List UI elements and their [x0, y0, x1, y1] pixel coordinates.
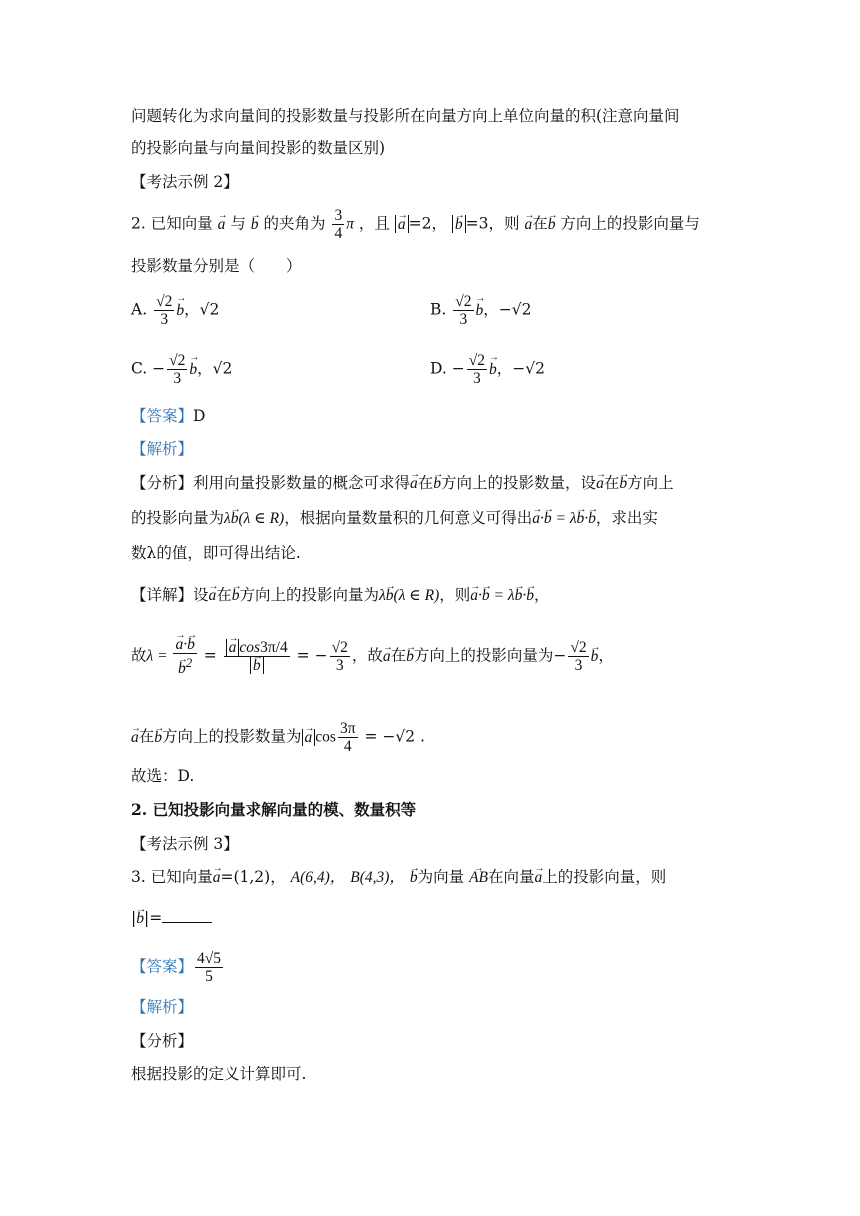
q2-cond-b: =3，则 — [465, 214, 520, 233]
angle-fraction: $\frac{3}{4}$ — [334, 207, 343, 242]
answer-blank[interactable] — [162, 908, 212, 923]
conclusion-2: 故选：D. — [131, 767, 195, 785]
choice-c[interactable]: C. − $\frac{√2}{3}$ → b，√2 — [131, 352, 232, 387]
question-2-line-2: 投影数量分别是（ ） — [131, 257, 302, 275]
fenxi-3-text: 根据投影的定义计算即可. — [131, 1065, 307, 1083]
question-3-line-2: |→ b|= — [131, 908, 212, 929]
example-2-tag: 【考法示例 2】 — [131, 173, 239, 191]
q2-cond-a: =2， — [408, 214, 447, 233]
question-2-line-1: 2. 已知向量 → a 与 → b 的夹角为 $\frac{3}{4}$ π ，且 → a =2， → b =3，则 → a在→ b 方向上的投影向量与 — [131, 207, 700, 242]
detail-line-3: → a在→ b方向上的投影数量为→ a cos $\frac{3\pi}{4}$ = −√2 . — [131, 720, 425, 755]
intro-line-2: 的投影向量与向量间投影的数量区别) — [131, 139, 386, 157]
detail-line-2: 故λ = → a·→ b → $b^2$ = → a cos3π/4 → b = − $\frac{√2}{3}$ ，故→ a在→ b方向上的投影向量为− $\frac{√2}{3}$ → b， — [131, 636, 614, 677]
pi-symbol: π — [346, 215, 354, 233]
answer-2 — [131, 406, 205, 426]
q2-mid2: 的夹角为 — [263, 214, 326, 233]
fenxi-3-tag: 【分析】 — [131, 1032, 194, 1050]
q2-mid1: 与 — [230, 214, 246, 233]
fenxi-line-1: 【分析】利用向量投影数量的概念可求得→ a在→ b方向上的投影数量，设→ a在→ b方向上 — [131, 473, 674, 494]
choice-a[interactable]: A. $\frac{√2}{3}$ → b，√2 — [131, 293, 219, 328]
q2-tail: 方向上的投影向量与 — [560, 214, 700, 233]
example-3-tag: 【考法示例 3】 — [131, 835, 239, 853]
analysis-3-tag: 【解析】 — [131, 998, 194, 1016]
choice-d[interactable]: D. − $\frac{√2}{3}$ → b，−√2 — [430, 352, 545, 387]
question-3-line-1: 3. 已知向量→ a=(1,2)， A(6,4)， B(4,3)， → b为向量 → AB在向量→ a上的投影向量，则 — [131, 867, 666, 888]
q2-cond1: ，且 — [358, 214, 390, 233]
detail-line-1: 【详解】设→ a在→ b方向上的投影向量为λ→ b(λ ∈ R)，则→ a·→ b = λ→ b·→ b， — [131, 585, 549, 606]
answer-3: 【答案】 $\frac{4√5}{5}$ — [131, 950, 222, 985]
q2-prefix: 2. 已知向量 — [131, 214, 213, 233]
answer-tag: 【答案】 — [131, 407, 194, 425]
answer-3-fraction: $\frac{4√5}{5}$ — [197, 950, 222, 985]
fenxi-line-3: 数λ的值，即可得出结论. — [131, 544, 301, 562]
section-2-heading: 2. 已知投影向量求解向量的模、数量积等 — [131, 800, 417, 819]
fenxi-line-2: 的投影向量为λ→ b(λ ∈ R)，根据向量数量积的几何意义可得出→ a·→ b = λ→ b·→ b，求出实 — [131, 508, 658, 529]
choice-b[interactable]: B. $\frac{√2}{3}$ → b，−√2 — [430, 293, 532, 328]
intro-line-1: 问题转化为求向量间的投影数量与投影所在向量方向上单位向量的积(注意向量间 — [131, 107, 680, 125]
analysis-tag: 【解析】 — [131, 440, 194, 458]
answer-value: D — [193, 407, 206, 425]
